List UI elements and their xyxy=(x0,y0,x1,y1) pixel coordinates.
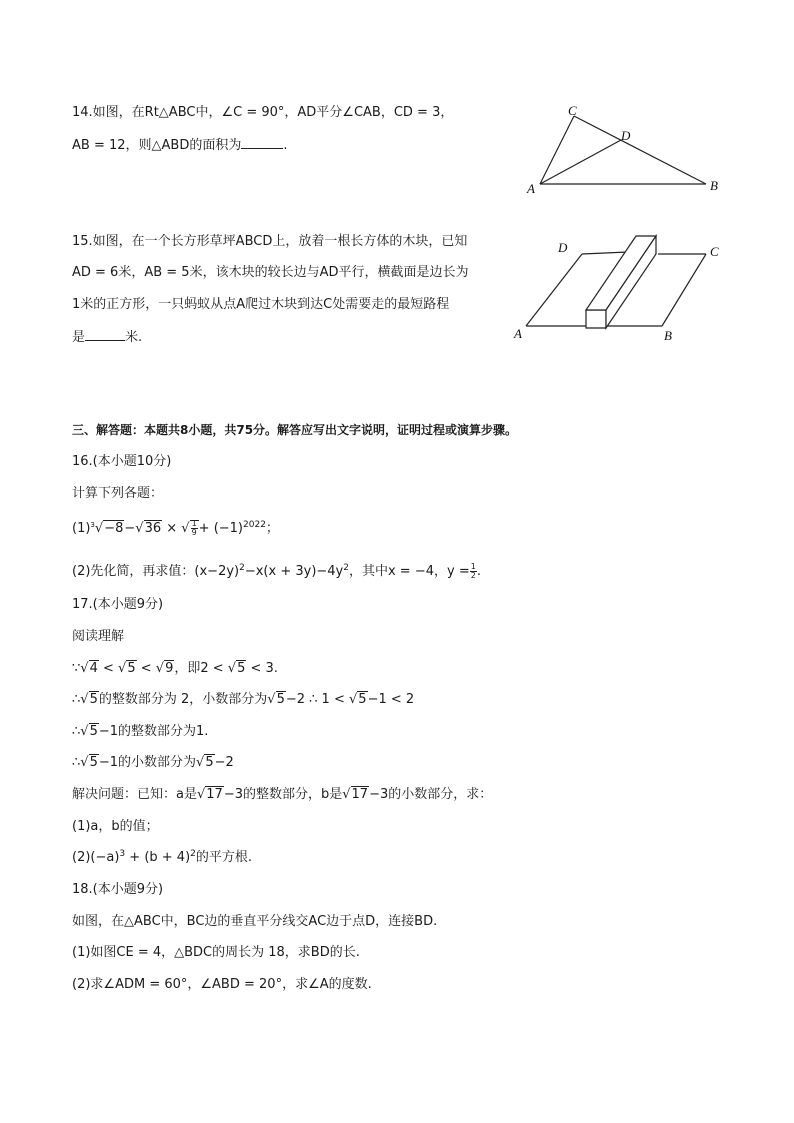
q17-line4: ∴√5−1的小数部分为√5−2 xyxy=(72,755,234,770)
edge-CB xyxy=(574,116,706,184)
label-C: C xyxy=(568,103,577,118)
q17-line1: ∵√4 < √5 < √9，即2 < √5 < 3. xyxy=(72,661,278,676)
text: ，即2 < xyxy=(174,661,228,676)
answer-blank xyxy=(85,328,125,341)
expr-b: −x(x + 3y)−4y xyxy=(244,564,344,579)
label-B: B xyxy=(710,178,718,193)
text: −2 xyxy=(214,755,234,770)
q14-triangle-figure xyxy=(518,102,728,198)
because-symbol: ∵ xyxy=(72,661,81,676)
edge-D-left xyxy=(582,252,628,254)
exponent: 2 xyxy=(343,563,349,573)
q17-line2: ∴√5的整数部分为 2，小数部分为√5−2 ∴ 1 < √5−1 < 2 xyxy=(72,692,415,707)
text: 的整数部分为 2，小数部分为 xyxy=(98,692,268,707)
exponent: 3 xyxy=(119,849,126,859)
therefore-symbol: ∴ xyxy=(72,755,81,770)
q15-lawn-block-figure xyxy=(510,228,730,346)
label-B: B xyxy=(664,328,672,343)
radicand: 36 xyxy=(144,521,162,536)
block-front-face xyxy=(586,310,606,328)
radicand: 5 xyxy=(127,661,136,676)
punct: . xyxy=(476,564,481,579)
q16-header: 16.(本小题10分) xyxy=(72,454,172,469)
radicand: 9 xyxy=(165,661,174,676)
text: −3的整数部分，b是 xyxy=(223,787,343,802)
lt: < xyxy=(136,661,156,676)
q15-line3: 1米的正方形，一只蚂蚁从点A爬过木块到达C处需要走的最短路程 xyxy=(72,297,450,312)
expr-a: (2)先化简，再求值：(x−2y) xyxy=(72,564,240,579)
radicand: 5 xyxy=(237,661,246,676)
edge-AD xyxy=(540,140,621,184)
part-label: (1) xyxy=(72,521,91,536)
radicand: 17 xyxy=(206,787,223,802)
q14-line1: 14.如图，在Rt△ABC中，∠C = 90°，AD平分∠CAB，CD = 3， xyxy=(72,105,454,120)
expr-c: ，其中x = −4，y = xyxy=(348,564,470,579)
exponent: 2022 xyxy=(243,520,266,530)
punct: ； xyxy=(265,521,279,536)
q17-part2 xyxy=(72,849,252,867)
q18-part1: (1)如图CE = 4，△BDC的周长为 18，求BD的长. xyxy=(72,945,360,960)
q17-line3: ∴√5−1的整数部分为1. xyxy=(72,724,209,739)
edge-BC xyxy=(662,254,706,326)
text: −1的整数部分为1. xyxy=(98,724,209,739)
label-A: A xyxy=(527,181,535,196)
q17-title: 阅读理解 xyxy=(72,629,125,644)
q15-line4-end: 米. xyxy=(125,330,143,345)
fraction-denominator: 9 xyxy=(191,528,197,537)
times-sign: × xyxy=(162,521,182,536)
q16-intro: 计算下列各题： xyxy=(72,486,164,501)
radicand: 17 xyxy=(351,787,369,802)
therefore-symbol: ∴ xyxy=(72,724,81,739)
q14-line2-text: AB = 12，则△ABD的面积为 xyxy=(72,138,242,153)
text: < 3. xyxy=(246,661,278,676)
q15-line4 xyxy=(72,328,142,347)
q15-line2: AD = 6米，AB = 5米，该木块的较长边与AD平行，横截面是边长为 xyxy=(72,265,469,280)
radicand: 5 xyxy=(89,724,98,739)
exponent: 2 xyxy=(239,563,245,573)
q16-part2 xyxy=(72,563,481,581)
q18-part2: (2)求∠ADM = 60°，∠ABD = 20°，求∠A的度数. xyxy=(72,977,372,992)
radicand: −8 xyxy=(104,521,124,536)
radicand: 5 xyxy=(205,755,214,770)
edge-AD xyxy=(526,254,582,326)
edge-CA xyxy=(540,116,574,184)
text: 解决问题：已知：a是 xyxy=(72,787,197,802)
radicand: 5 xyxy=(358,692,367,707)
answer-blank xyxy=(241,136,283,149)
q15-line1: 15.如图，在一个长方形草坪ABCD上，放着一根长方体的木块，已知 xyxy=(72,234,468,249)
fraction-numerator: 1 xyxy=(191,519,197,528)
radicand: 5 xyxy=(89,692,98,707)
q17-header: 17.(本小题9分) xyxy=(72,597,164,612)
minus-sign: − xyxy=(124,521,136,536)
cube-root-index: 3 xyxy=(90,521,95,529)
radicand: 4 xyxy=(89,661,98,676)
fraction-denominator: 2 xyxy=(470,571,476,580)
therefore-symbol: ∴ xyxy=(72,692,81,707)
text: −1的小数部分为 xyxy=(98,755,197,770)
power-base: + (−1) xyxy=(198,521,244,536)
text: −2 ∴ 1 < xyxy=(285,692,349,707)
q18-header: 18.(本小题9分) xyxy=(72,882,164,897)
fraction-numerator: 1 xyxy=(470,562,476,571)
section3-heading: 三、解答题：本题共8小题，共75分。解答应写出文字说明，证明过程或演算步骤。 xyxy=(72,423,518,437)
label-D: D xyxy=(558,240,568,255)
label-A: A xyxy=(514,326,522,341)
radicand: 5 xyxy=(276,692,285,707)
radicand: 5 xyxy=(89,755,98,770)
q17-question: 解决问题：已知：a是√17−3的整数部分，b是√17−3的小数部分，求： xyxy=(72,787,493,802)
expr-c: 的平方根. xyxy=(195,850,253,865)
label-C: C xyxy=(710,244,719,259)
q17-part1: (1)a，b的值； xyxy=(72,819,159,834)
exponent: 2 xyxy=(190,849,196,859)
text: −3的小数部分，求： xyxy=(369,787,493,802)
text: −1 < 2 xyxy=(367,692,415,707)
lt: < xyxy=(98,661,119,676)
q16-part1: $(1)^3√-8-√36$ × √ $\frac{1}{9}$ + $(-1)^{2022}$； xyxy=(72,519,279,537)
q14-line2-end: . xyxy=(283,138,288,153)
q18-line1: 如图，在△ABC中，BC边的垂直平分线交AC边于点D，连接BD. xyxy=(72,914,438,929)
expr-a: (2)(−a) xyxy=(72,850,120,865)
q14-line2 xyxy=(72,136,287,155)
q15-line4-text: 是 xyxy=(72,330,86,345)
label-D: D xyxy=(621,128,631,143)
expr-b: + (b + 4) xyxy=(125,850,191,865)
